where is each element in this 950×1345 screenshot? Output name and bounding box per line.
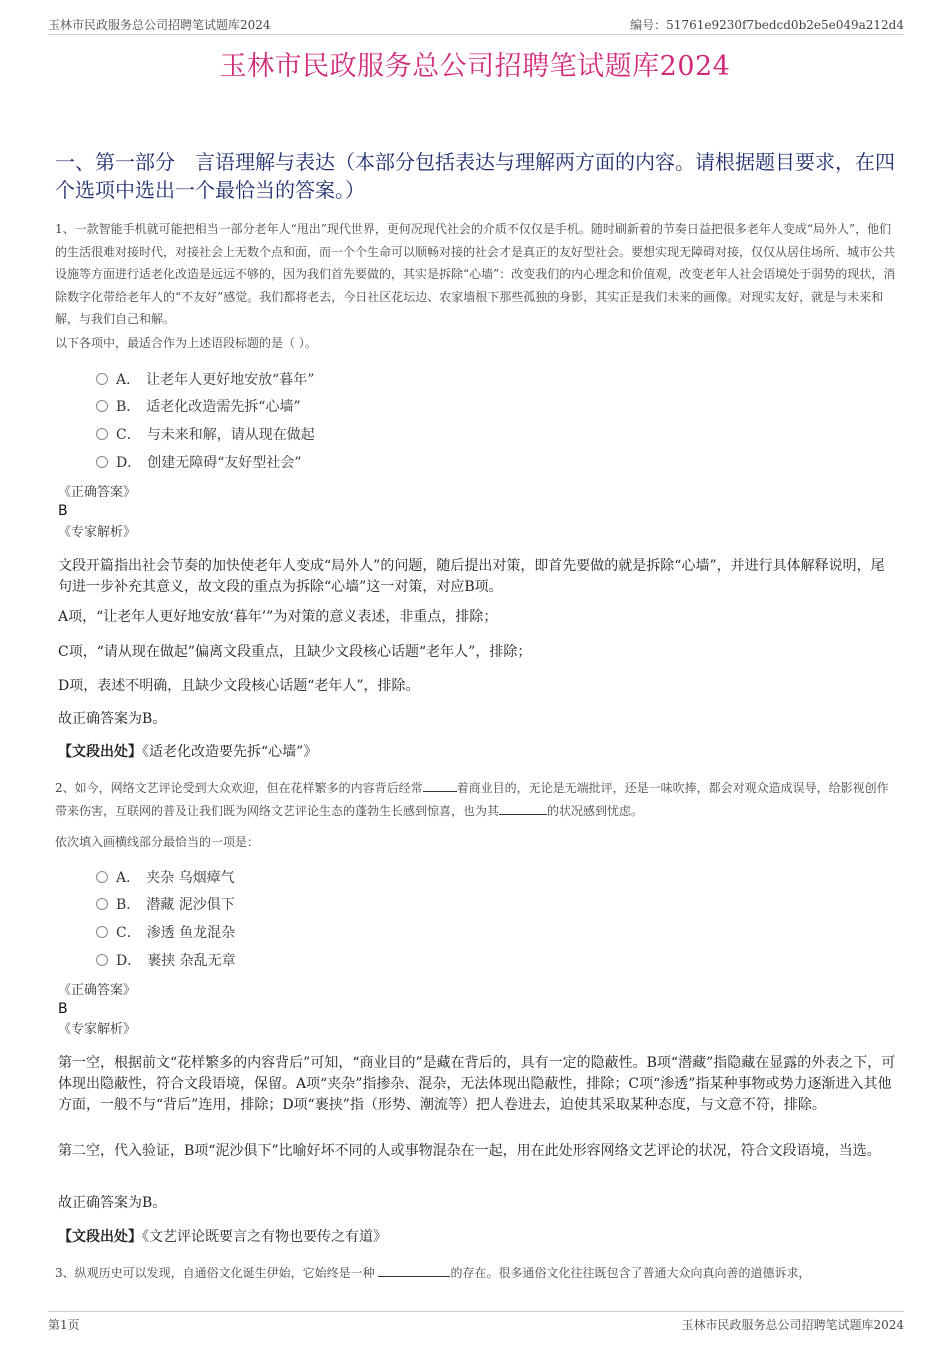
header-doc-title: 玉林市民政服务总公司招聘笔试题库2024	[48, 18, 271, 32]
footer-doc-title: 玉林市民政服务总公司招聘笔试题库2024	[681, 1318, 904, 1332]
source-text: 《文艺评论既要言之有物也要传之有道》	[142, 1229, 387, 1245]
option-text: 与未来和解，请从现在做起	[146, 427, 315, 443]
q1-answer: B	[58, 503, 68, 519]
option-label: A．	[116, 372, 141, 388]
q1-analysis-3: C项，“请从现在做起”偏离文段重点，且缺少文段核心话题“老年人”，排除；	[58, 644, 532, 660]
q2-analysis-3: 故正确答案为B。	[58, 1195, 167, 1211]
radio-icon[interactable]	[96, 926, 108, 938]
q1-source	[58, 742, 898, 763]
q2-option-b[interactable]	[96, 895, 235, 915]
option-text: 渗透 鱼龙混杂	[146, 925, 236, 941]
option-text: 夹杂 乌烟瘴气	[146, 870, 235, 886]
q2-option-d[interactable]	[96, 951, 236, 971]
q3-stem	[55, 1262, 900, 1285]
q2-analysis-2: 第二空，代入验证，B项“泥沙俱下”比喻好坏不同的人或事物混杂在一起，用在此处形容网络文艺评论的状况，符合文段语境，当选。	[58, 1143, 881, 1159]
q1-prompt: 以下各项中，最适合作为上述语段标题的是（ ）。	[55, 336, 317, 350]
option-text: 潜藏 泥沙俱下	[146, 897, 235, 913]
fill-blank-1	[378, 1264, 450, 1277]
radio-icon[interactable]	[96, 373, 108, 385]
q3-stem-part-a: 3、纵观历史可以发现，自通俗文化诞生伊始，它始终是一种	[55, 1266, 379, 1280]
radio-icon[interactable]	[96, 954, 108, 966]
option-text: 让老年人更好地安放“暮年”	[146, 372, 315, 388]
q2-stem-part-a: 2、如今，网络文艺评论受到大众欢迎，但在花样繁多的内容背后经常	[55, 781, 423, 795]
q2-option-c[interactable]	[96, 923, 235, 943]
option-text: 适老化改造需先拆“心墙”	[146, 399, 301, 415]
q2-stem	[55, 777, 900, 822]
q2-stem-part-b: 着商业目的，无论是无端批评，还是一味吹捧，都会对观众造成误导，给影视创作带来伤害，互联网的普及让我们既为网络文艺评论生态的蓬勃生长感到惊喜，也为其	[55, 781, 889, 818]
q2-option-a[interactable]	[96, 868, 235, 888]
radio-icon[interactable]	[96, 898, 108, 910]
source-label: 【文段出处】	[58, 1229, 142, 1245]
q2-prompt: 依次填入画横线部分最恰当的一项是：	[55, 835, 260, 849]
radio-icon[interactable]	[96, 871, 108, 883]
section-heading: 一、第一部分 言语理解与表达（本部分包括表达与理解两方面的内容。请根据题目要求，在四个选项中选出一个最恰当的答案。）	[55, 150, 895, 202]
q1-option-d[interactable]	[96, 453, 302, 473]
q1-analysis-1: 文段开篇指出社会节奏的加快使老年人变成“局外人”的问题，随后提出对策，即首先要做的就是拆除“心墙”，并进行具体解释说明，尾句进一步补充其意义，故文段的重点为拆除“心墙”这一对策，对应B项。	[58, 558, 885, 595]
q1-analysis-tag: 《专家解析》	[58, 525, 137, 540]
option-text: 创建无障碍“友好型社会”	[147, 455, 302, 471]
radio-icon[interactable]	[96, 428, 108, 440]
option-label: A．	[116, 870, 141, 886]
source-text: 《适老化改造要先拆“心墙”》	[142, 744, 318, 760]
header-doc-id: 编号：51761e9230f7bedcd0b2e5e049a212d4	[630, 18, 904, 32]
fill-blank-1	[423, 779, 457, 792]
q1-analysis-4: D项，表述不明确，且缺少文段核心话题“老年人”，排除。	[58, 678, 420, 694]
radio-icon[interactable]	[96, 456, 108, 468]
q1-option-b[interactable]	[96, 397, 301, 417]
option-text: 裹挟 杂乱无章	[147, 953, 236, 969]
option-label: C．	[116, 427, 141, 443]
q1-option-a[interactable]	[96, 370, 314, 390]
q2-answer-tag: 《正确答案》	[58, 983, 137, 998]
source-label: 【文段出处】	[58, 744, 142, 760]
option-label: B．	[116, 897, 141, 913]
q2-source	[58, 1227, 898, 1248]
option-label: C．	[116, 925, 141, 941]
q1-answer-tag: 《正确答案》	[58, 485, 137, 500]
q3-stem-part-b: 的存在。很多通俗文化往往既包含了普通大众向真向善的道德诉求，	[450, 1266, 811, 1280]
q2-answer: B	[58, 1001, 68, 1017]
q1-option-c[interactable]	[96, 425, 315, 445]
page-title: 玉林市民政服务总公司招聘笔试题库2024	[219, 51, 731, 82]
page-number: 第1页	[48, 1318, 80, 1332]
page-footer	[48, 1311, 904, 1332]
page-header	[48, 14, 904, 35]
q2-stem-part-c: 的状况感到忧虑。	[547, 803, 644, 818]
q2-analysis-1: 第一空，根据前文“花样繁多的内容背后”可知，“商业目的”是藏在背后的，具有一定的隐蔽性。B项“潜藏”指隐藏在显露的外表之下，可体现出隐蔽性，符合文段语境，保留。A项“夹杂”指掺杂、混杂，无法体现出隐蔽性，排除；C项“渗透”指某种事物或势力逐渐进入其他方面，一般不与“背后”连用，排除；D项“裹挟”指（形势、潮流等）把人卷进去，迫使其采取某种态度，与文意不符，排除。	[58, 1055, 896, 1113]
q2-analysis-tag: 《专家解析》	[58, 1022, 137, 1037]
q1-stem: 1、一款智能手机就可能把相当一部分老年人“甩出”现代世界，更何况现代社会的介质不仅仅是手机。随时刷新着的节奏日益把很多老年人变成“局外人”，他们的生活很难对接时代，对接社会上无数个点和面，而一个个生命可以顺畅对接的社会才是真正的友好型社会。要想实现无障碍对接，仅仅从居住场所、城市公共设施等方面进行适老化改造是远远不够的，因为我们首先要做的，其实是拆除“心墙”：改变我们的内心理念和价值观，改变老年人社会语境处于弱势的现状，消除数字化带给老年人的“不友好”感觉。我们都将老去，今日社区花坛边、农家墙根下那些孤独的身影，其实正是我们未来的画像。对现实友好，就是与未来和解，与我们自己和解。	[55, 222, 896, 326]
option-label: B．	[116, 399, 141, 415]
radio-icon[interactable]	[96, 400, 108, 412]
option-label: D．	[116, 953, 142, 969]
option-label: D．	[116, 455, 142, 471]
q1-analysis-2: A项，“让老年人更好地安放‘暮年’”为对策的意义表述，非重点，排除；	[58, 609, 498, 625]
q1-analysis-5: 故正确答案为B。	[58, 711, 167, 727]
fill-blank-2	[499, 802, 547, 815]
